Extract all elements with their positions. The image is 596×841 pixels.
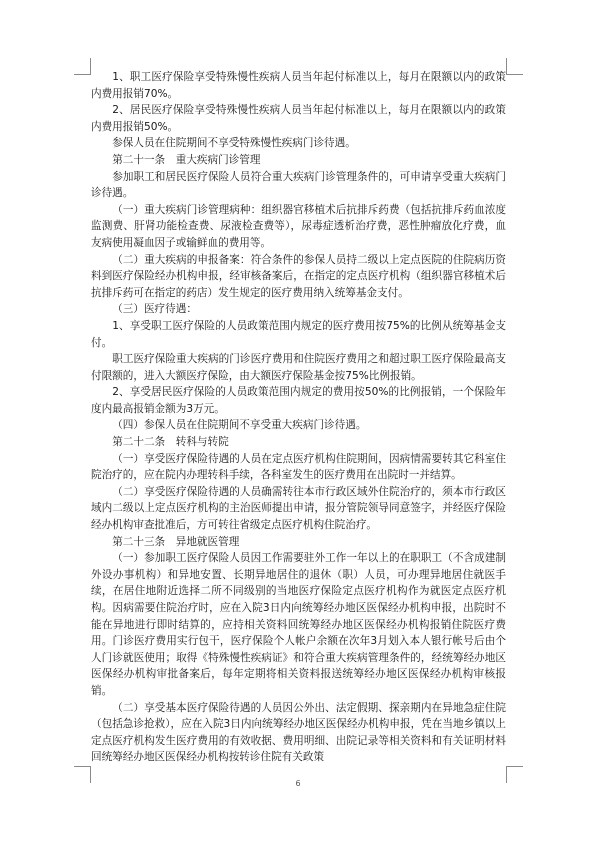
paragraph-15: （二）享受医疗保险待遇的人员确需转往本市行政区域外住院治疗的，须本市行政区域内二级以上定点医疗机构的主治医师提出申请，报分管院领导同意签字，并经医疗保险经办机构审查批准后，方可转往省级定点医疗机构住院治疗。	[91, 485, 506, 532]
paragraph-9: 1、享受职工医疗保险的人员政策范围内规定的医疗费用按75%的比例从统筹基金支付。	[91, 319, 506, 349]
paragraph-18: （二）享受基本医疗保险待遇的人员因公外出、法定假期、探亲期内在异地急症住院（包括急诊抢救），应在入院3日内向统筹经办地区医保经办机构申报，凭在当地乡镇以上定点医疗机构发生医疗费用的有效收据、费用明细、出院记录等相关资料和有关证明材料回统筹经办地区医保经办机构按转诊住院有关政策	[91, 701, 506, 764]
paragraph-12: （四）参保人员在住院期间不享受重大疾病门诊待遇。	[112, 419, 367, 432]
article-22-heading: 第二十二条 转科与转院	[112, 436, 229, 449]
crop-mark-top-left	[74, 58, 91, 75]
page-number: 6	[295, 779, 301, 788]
paragraph-6: （一）重大疾病门诊管理病种：组织器官移植术后抗排斥药费（包括抗排斥药血浓度监测费、肝肾功能检查费、尿液检查费等），尿毒症透析治疗费，恶性肿瘤放化疗费，血友病使用凝血因子或输鲜血的费用等。	[91, 203, 506, 249]
paragraph-10: 职工医疗保险重大疾病的门诊医疗费用和住院医疗费用之和超过职工医疗保险最高支付限额的，进入大额医疗保险，由大额医疗保险基金按75%比例报销。	[91, 353, 506, 382]
article-23-heading: 第二十三条 异地就医管理	[112, 535, 240, 548]
body-text	[91, 69, 506, 769]
paragraph-1: 1、职工医疗保险享受特殊慢性疾病人员当年起付标准以上，每月在限额以内的政策内费用报销70%。	[91, 71, 506, 100]
paragraph-17: （一）参加职工医疗保险人员因工作需要驻外工作一年以上的在职职工（不含成建制外设办事机构）和异地安置、长期异地居住的退休（职）人员，可办理异地居住就医手续，在居住地附近选择二所不同级别的当地医疗保险定点医疗机构作为就医定点医疗机构。因病需要住院治疗时，应在入院3日内向统筹经办地区医保经办机构申报，出院时不能在异地进行即时结算的，应持相关资料回统筹经办地区医保经办机构报销住院医疗费用。门诊医疗费用实行包干，医疗保险个人帐户余额在次年3月划入本人银行帐号后由个人门诊就医使用；取得《特殊慢性疾病证》和符合重大疾病管理条件的，经统筹经办地区医保经办机构审批备案后，每年定期将相关资料报送统筹经办地区医保经办机构审核报销。	[91, 552, 506, 697]
paragraph-11: 2、享受居民医疗保险的人员政策范围内规定的费用按50%的比例报销，一个保险年度内最高报销金额为3万元。	[91, 386, 506, 415]
paragraph-5: 参加职工和居民医疗保险人员符合重大疾病门诊管理条件的，可申请享受重大疾病门诊待遇。	[91, 170, 506, 200]
paragraph-8: （三）医疗待遇：	[112, 303, 197, 316]
paragraph-7: （二）重大疾病的申报备案：符合条件的参保人员持二级以上定点医院的住院病历资料到医疗保险经办机构申报，经审核备案后，在指定的定点医疗机构（组织器官移植术后抗排斥药可在指定的药店）发生规定的医疗费用纳入统筹基金支付。	[91, 253, 506, 299]
paragraph-14: （一）享受医疗保险待遇的人员在定点医疗机构住院期间，因病情需要转其它科室住院治疗的，应在院内办理转科手续，各科室发生的医疗费用在出院时一并结算。	[91, 452, 506, 482]
paragraph-2: 2、居民医疗保险享受特殊慢性疾病人员当年起付标准以上，每月在限额以内的政策内费用报销50%。	[91, 104, 506, 133]
paragraph-3: 参保人员在住院期间不享受特殊慢性疾病门诊待遇。	[112, 137, 356, 150]
article-21-heading: 第二十一条 重大疾病门诊管理	[112, 153, 261, 166]
crop-mark-top-right	[506, 58, 523, 75]
